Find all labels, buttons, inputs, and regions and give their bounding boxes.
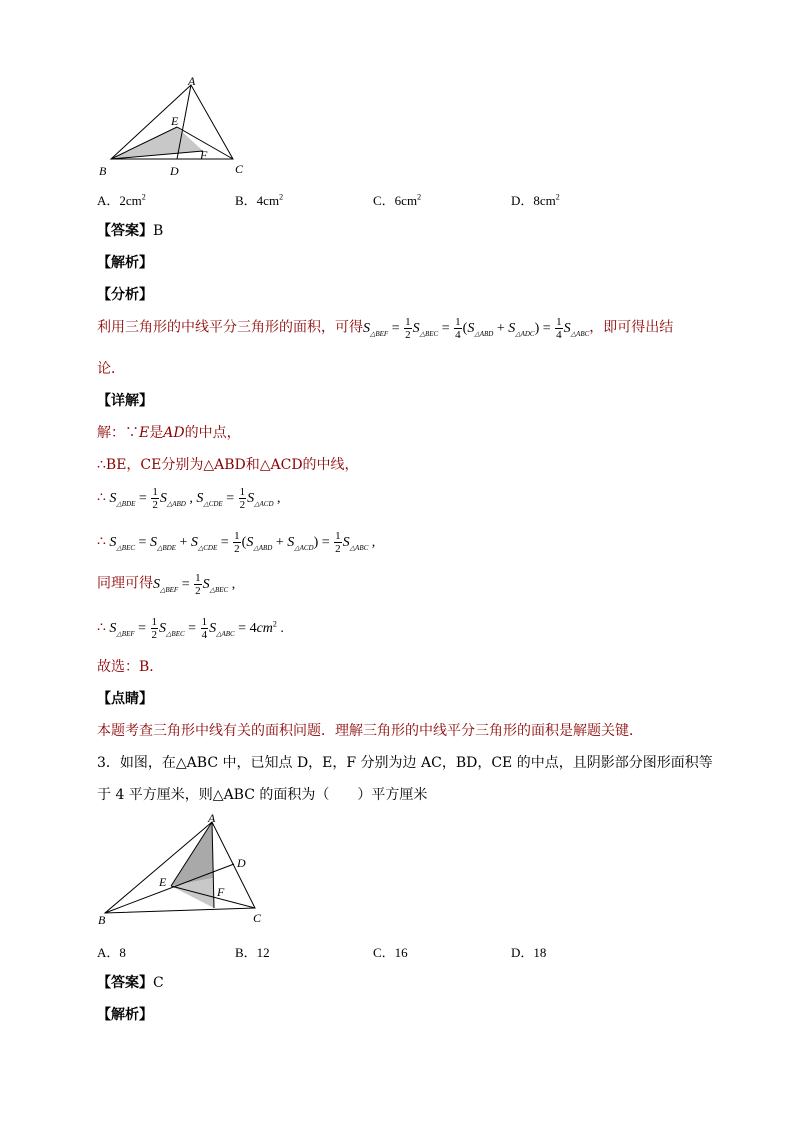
label-d: D — [170, 164, 179, 178]
label-b: B — [99, 164, 107, 178]
triangle-figure-2 — [95, 810, 275, 930]
shaded-triangle-bef — [111, 127, 203, 159]
q2-sol-line3: ∴ $S_{\triangle BDE}$ = $\frac{1}{2}$ $S_{\triangle ABD}$ , $S_{\triangle CDE}$ = $\frac{1}{2}$ $S_{\triangle ACD}$ , — [97, 486, 281, 511]
label-b-2: B — [98, 913, 106, 927]
q2-answer: 【答案】B — [97, 223, 164, 239]
label-c: C — [235, 162, 244, 176]
q2-xiangjie-heading: 【详解】 — [97, 393, 153, 409]
q2-option-c[interactable]: C．$6cm^2$ — [373, 192, 422, 208]
q2-option-d[interactable]: D．$8cm^2$ — [511, 192, 560, 208]
q2-dianjing-text: 本题考查三角形中线有关的面积问题．理解三角形的中线平分三角形的面积是解题关键． — [97, 723, 643, 739]
q2-option-b[interactable]: B．$4cm^2$ — [235, 192, 284, 208]
q2-analysis-end: 论． — [97, 361, 125, 377]
q2-analysis-line: 利用三角形的中线平分三角形的面积，可得$S_{\triangle BEF}$ = $\frac{1}{2}$ $S_{\triangle BEC}$ = $\frac{1}{4}$ $(S_{\triangle ABD} + S_{\triangle ADC})$ = $\frac{1}{4}$ $S_{\triangle ABC}$，即可得出结 — [97, 316, 674, 341]
q2-sol-line2: ∴BE，CE分别为△ABD和△ACD的中线， — [97, 457, 359, 473]
label-a-2: A — [208, 811, 216, 825]
q2-dianjing-heading: 【点睛】 — [97, 691, 153, 707]
q2-sol-line5: 同理可得$S_{\triangle BEF}$ = $\frac{1}{2}$ $S_{\triangle BEC}$ , — [97, 572, 236, 597]
q3-option-c[interactable]: C．16 — [373, 945, 408, 960]
q3-jiexi-heading: 【解析】 — [97, 1007, 153, 1023]
q3-option-d[interactable]: D．18 — [511, 945, 547, 960]
label-e: E — [171, 114, 179, 128]
q3-stem-line2: 于 4 平方厘米，则△ABC 的面积为（ ）平方厘米 — [97, 787, 428, 803]
q2-sol-line1: 解：∵E是AD的中点， — [97, 425, 241, 441]
label-f-2: F — [217, 885, 225, 899]
label-d-2: D — [237, 856, 246, 870]
label-e-2: E — [159, 875, 167, 889]
q3-answer: 【答案】C — [97, 975, 164, 991]
q3-option-a[interactable]: A．8 — [97, 945, 126, 960]
analysis-formula: $S_{\triangle BEF}$ = $\frac{1}{2}$ $S_{\triangle BEC}$ = $\frac{1}{4}$ $(S_{\triangle ABD} + S_{\triangle ADC})$ = $\frac{1}{4}$ $S_{\triangle ABC}$ — [363, 316, 590, 341]
q2-jiexi-heading: 【解析】 — [97, 255, 153, 271]
q2-option-a[interactable]: A．$2cm^2$ — [97, 192, 146, 208]
q3-option-b[interactable]: B．12 — [235, 945, 270, 960]
q3-stem-line1: 3．如图，在△ABC 中，已知点 D，E，F 分别为边 AC，BD，CE 的中点，且阴影部分图形面积等 — [97, 755, 713, 771]
q2-fenxi-heading: 【分析】 — [97, 287, 153, 303]
label-f: F — [200, 148, 208, 162]
q2-guxuan: 故选：B． — [97, 659, 164, 675]
q2-sol-line4: ∴ $S_{\triangle BEC} = S_{\triangle BDE} + S_{\triangle CDE}$ = $\frac{1}{2}$ $(S_{\triangle ABD} + S_{\triangle ACD})$ = $\frac{1}{2}$ $S_{\triangle ABC}$ , — [97, 530, 376, 555]
label-a: A — [188, 75, 196, 88]
triangle-figure-1 — [95, 75, 260, 180]
q2-sol-line6: ∴ $S_{\triangle BEF}$ = $\frac{1}{2}$ $S_{\triangle BEC}$ = $\frac{1}{4}$ $S_{\triangle ABC} = 4cm^2$ . — [97, 616, 284, 641]
label-c-2: C — [253, 911, 262, 925]
